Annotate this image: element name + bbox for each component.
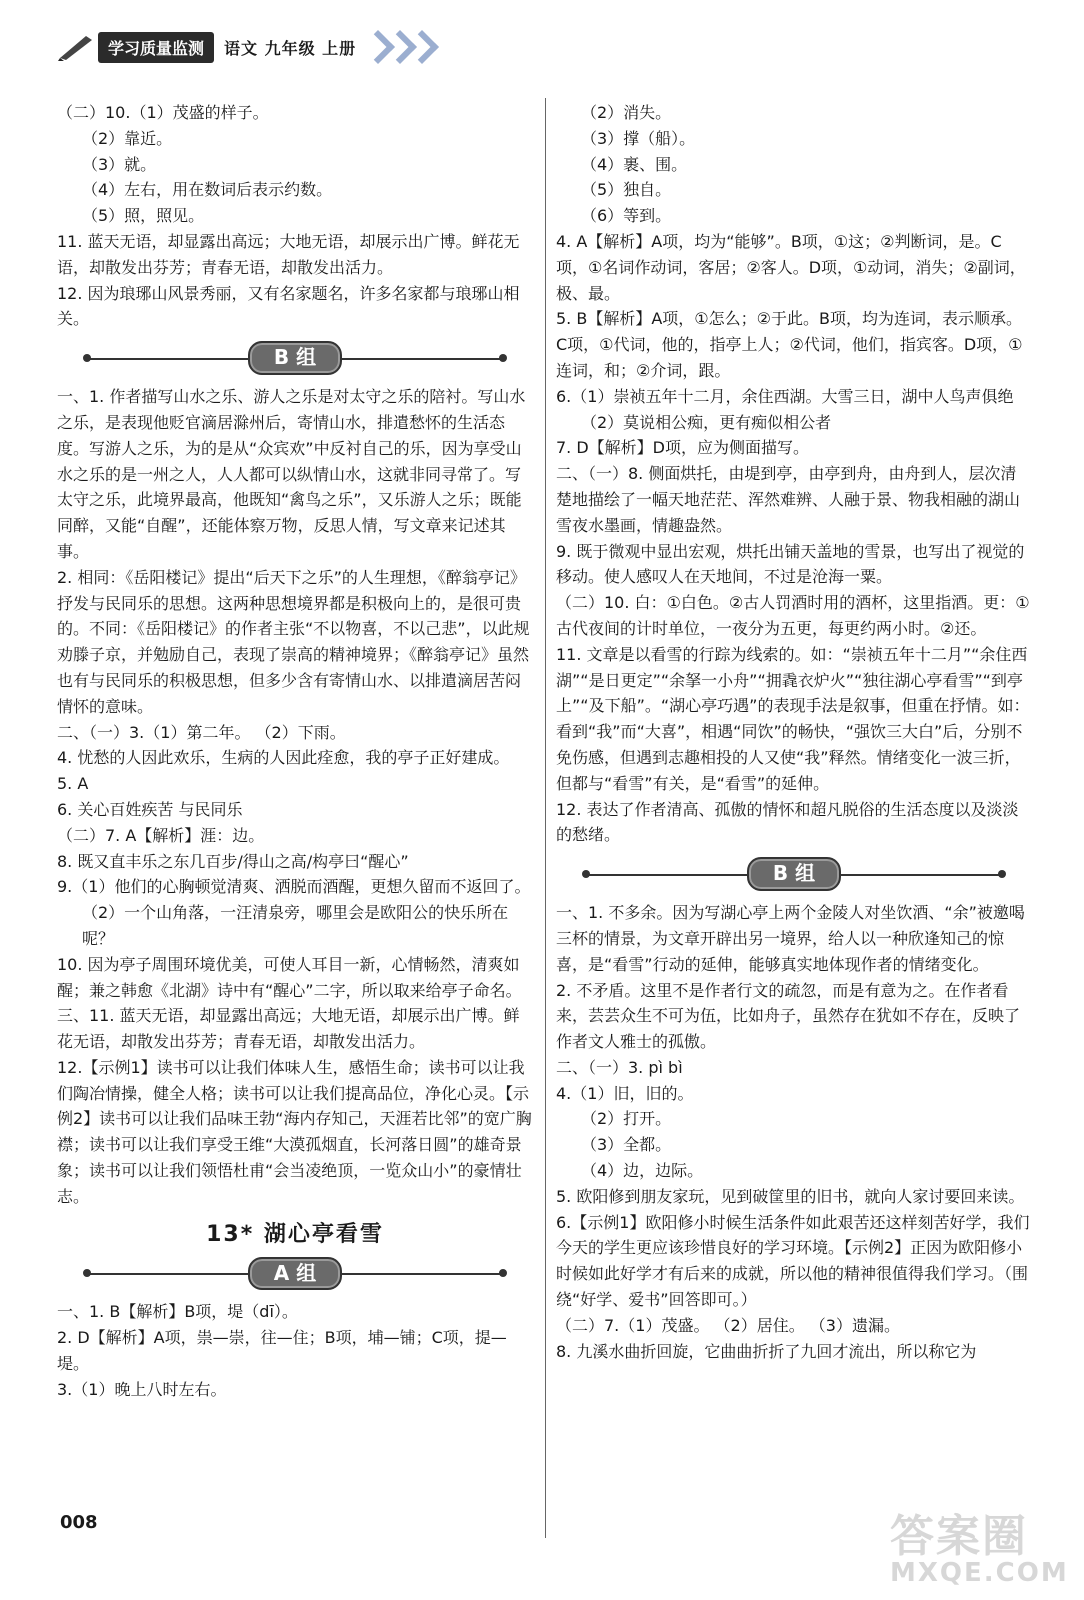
answer-item: 3.（1）晚上八时左右。 (57, 1379, 227, 1399)
answer-subitem: （3）撑（船）。 (581, 128, 696, 148)
answer-subitem: （6）等到。 (581, 206, 672, 226)
answer-subitem: （3）就。 (82, 154, 157, 174)
answer-item: 2. D【解析】A项，祟—崇，往—住；B项，埔—铺；C项，提—堤。 (57, 1328, 507, 1374)
answer-subitem: （5）独自。 (581, 180, 672, 200)
watermark (890, 1500, 1069, 1590)
answer-item: 5. A (57, 774, 89, 794)
answer-item: 12. 因为琅琊山风景秀丽，又有名家题名，许多名家都与琅琊山相关。 (57, 283, 520, 329)
answer-item: 二、（一）8. 侧面烘托，由堤到亭，由亭到舟，由舟到人，层次清楚地描绘了一幅天地茫茫、浑然难辨、人融于景、物我相融的湖山雪夜水墨画，情趣盎然。 (556, 464, 1021, 535)
answer-subitem: （4）边，边际。 (581, 1161, 704, 1181)
answer-item: 9. 既于微观中显出宏观，烘托出铺天盖地的雪景，也写出了视觉的移动。使人感叹人在天地间，不过是沧海一粟。 (556, 541, 1025, 587)
answer-subitem: （4）裹、围。 (581, 154, 688, 174)
answer-item: 三、11. 蓝天无语，却显露出高远；大地无语，却展示出广博。鲜花无语，却散发出芬芳；青春无语，却散发出活力。 (57, 1006, 520, 1052)
answer-item: 一、1. 作者描写山水之乐、游人之乐是对太守之乐的陪衬。写山水之乐，是表现他贬官滴居滁州后，寄情山水，排遣愁怀的生活态度。写游人之乐，为的是从“众宾欢”中反衬自己的乐，因为享受山水之乐的是一州之人，人人都可以纵情山水，这就非同寻常了。写太守之乐，此境界最高，他既知“禽鸟之乐”，又乐游人之乐；既能同醉，又能“自醒”，还能体察万物，反思人情，写文章来记述其事。 (57, 387, 526, 561)
answer-item: 二、（一）3.（1）第二年。 （2）下雨。 (57, 722, 346, 742)
chevrons-icon (366, 35, 432, 59)
answer-item: 11. 文章是以看雪的行踪为线索的。如：“崇祯五年十二月”“余住西湖”“是日更定”“余拏一小舟”“拥毳衣炉火”“独往湖心亭看雪”“到亭上”“及下船”。“湖心亭巧遇”的表现手法是叙事，但重在抒情。如：看到“我”而“大喜”，相遇“同饮”的畅快，“强饮三大白”后，分别不免伤感，但遇到志趣相投的人又使“我”释然。情绪变化一波三折，但都与“看雪”有关，是“看雪”的延伸。 (556, 644, 1030, 793)
header-tag: 学习质量监测 (98, 32, 214, 63)
answer-subitem: （5）照，照见。 (82, 206, 205, 226)
answer-item: 2. 不矛盾。这里不是作者行文的疏忽，而是有意为之。在作者看来，芸芸众生不可为伍，比如舟子，虽然存在犹如不存在，反映了作者文人雅士的孤傲。 (556, 980, 1021, 1052)
group-header (57, 1255, 533, 1291)
answer-subitem: （2）靠近。 (82, 128, 173, 148)
group-header (556, 856, 1032, 892)
answer-item: 6.（1）崇祯五年十二月，余住西湖。大雪三日，湖中人鸟声俱绝 (556, 386, 1014, 406)
answer-item: 4. A【解析】A项，均为“能够”。B项，①这；②判断词，是。C项，①名词作动词，客居；②客人。D项，①动词，消失；②副词，极、最。 (556, 231, 1026, 303)
answer-item: （二）10.（1）茂盛的样子。 (57, 103, 269, 122)
watermark-text: 答案圈 (890, 1511, 1028, 1562)
answer-subitem: （2）打开。 (581, 1109, 672, 1129)
answer-item: 4. 忧愁的人因此欢乐，生病的人因此痊愈，我的亭子正好建成。 (57, 748, 510, 768)
page-number: 008 (60, 1512, 98, 1533)
answer-subitem: （3）全都。 (581, 1135, 672, 1155)
answer-item: 4.（1）旧，旧的。 (556, 1083, 694, 1103)
answer-subitem: （2）莫说相公痴，更有痴似相公者 (581, 412, 832, 432)
answer-item: 12.【示例1】读书可以让我们体味人生，感悟生命；读书可以让我们陶冶情操，健全人格；读书可以让我们提高品位，净化心灵。【示例2】读书可以让我们品味王勃“海内存知己，天涯若比邻”的宽广胸襟；读书可以让我们享受王维“大漠孤烟直，长河落日圆”的雄奇景象；读书可以让我们领悟杜甫“会当凌绝顶，一览众山小”的豪情壮志。 (57, 1057, 532, 1206)
column-divider (545, 98, 546, 1538)
answer-item: 5. B【解析】A项，①怎么；②于此。B项，均为连词，表示顺承。C项，①代词，他的，指亭上人；②代词，他们，指宾客。D项，①连词，和；②介词，跟。 (556, 309, 1023, 380)
answer-subitem: （2）消失。 (581, 103, 672, 122)
answer-item: 一、1. B【解析】B项，堤（dī）。 (57, 1302, 298, 1322)
answer-subitem: （2）一个山角落，一汪清泉旁，哪里会是欧阳公的快乐所在呢？ (82, 903, 509, 948)
answer-subitem: （4）左右，用在数词后表示约数。 (82, 180, 333, 200)
answer-item: 11. 蓝天无语，却显露出高远；大地无语，却展示出广博。鲜花无语，却散发出芬芳；青春无语，却散发出活力。 (57, 231, 520, 277)
right-column (556, 100, 1032, 1364)
answer-item: 7. D【解析】D项，应为侧面描写。 (556, 438, 809, 458)
header-subject: 语文 九年级 上册 (224, 38, 357, 58)
answer-item: （二）7. A【解析】涯：边。 (57, 825, 265, 845)
section-title: 13* 湖心亭看雪 (206, 1221, 384, 1247)
left-column (57, 100, 533, 1403)
pen-icon (56, 32, 96, 62)
group-label: A 组 (248, 1257, 342, 1291)
answer-item: 6.【示例1】欧阳修小时候生活条件如此艰苦还这样刻苦好学，我们今天的学生更应该珍惜良好的学习环境。【示例2】正因为欧阳修小时候如此好学才有后来的成就，所以他的精神很值得我们学习。（围绕“好学、爱书”回答即可。） (556, 1212, 1030, 1310)
answer-item: 8. 既又直丰乐之东几百步/得山之高/构亭曰“醒心” (57, 851, 409, 871)
answer-item: 9.（1）他们的心胸顿觉清爽、洒脱而酒醒，更想久留而不返回了。 (57, 877, 531, 897)
answer-item: （二）10. 白：①白色。②古人罚酒时用的酒杯，这里指酒。更：①古代夜间的计时单位，一夜分为五更，每更约两小时。②还。 (556, 593, 1030, 638)
answer-item: （二）7.（1）茂盛。 （2）居住。 （3）遗漏。 (556, 1315, 900, 1335)
group-label: B 组 (747, 857, 841, 891)
watermark-url: MXQE.COM (890, 1558, 1069, 1588)
answer-item: 2. 相同：《岳阳楼记》提出“后天下之乐”的人生理想，《醉翁亭记》抒发与民同乐的思想。这两种思想境界都是积极向上的，是很可贵的。不同：《岳阳楼记》的作者主张“不以物喜，不以己悲”，以此规劝滕子京，并勉励自己，表现了崇高的精神境界；《醉翁亭记》虽然也有与民同乐的积极思想，但多少含有寄情山水、以排遣滴居苦闷情怀的意味。 (57, 567, 530, 716)
answer-item: 12. 表达了作者清高、孤傲的情怀和超凡脱俗的生活态度以及淡淡的愁绪。 (556, 799, 1019, 845)
answer-item: 8. 九溪水曲折回旋，它曲曲折折了九回才流出，所以称它为 (556, 1341, 977, 1361)
page-header (56, 30, 432, 64)
answer-item: 10. 因为亭子周围环境优美，可使人耳目一新，心情畅然，清爽如醒；兼之韩愈《北湖》诗中有“醒心”二字，所以取来给亭子命名。 (57, 954, 522, 1000)
group-label: B 组 (248, 341, 342, 375)
answer-item: 6. 关心百姓疾苦 与民同乐 (57, 799, 243, 819)
answer-item: 一、1. 不多余。因为写湖心亭上两个金陵人对坐饮酒、“余”被邀喝三杯的情景，为文章开辟出另一境界，给人以一种欣逢知己的惊喜，是“看雪”行动的延伸，能够真实地体现作者的情绪变化。 (556, 903, 1025, 974)
answer-item: 5. 欧阳修到朋友家玩，见到破筐里的旧书，就向人家讨要回来读。 (556, 1186, 1025, 1206)
group-header (57, 340, 533, 376)
answer-item: 二、（一）3. pì bì (556, 1057, 683, 1077)
